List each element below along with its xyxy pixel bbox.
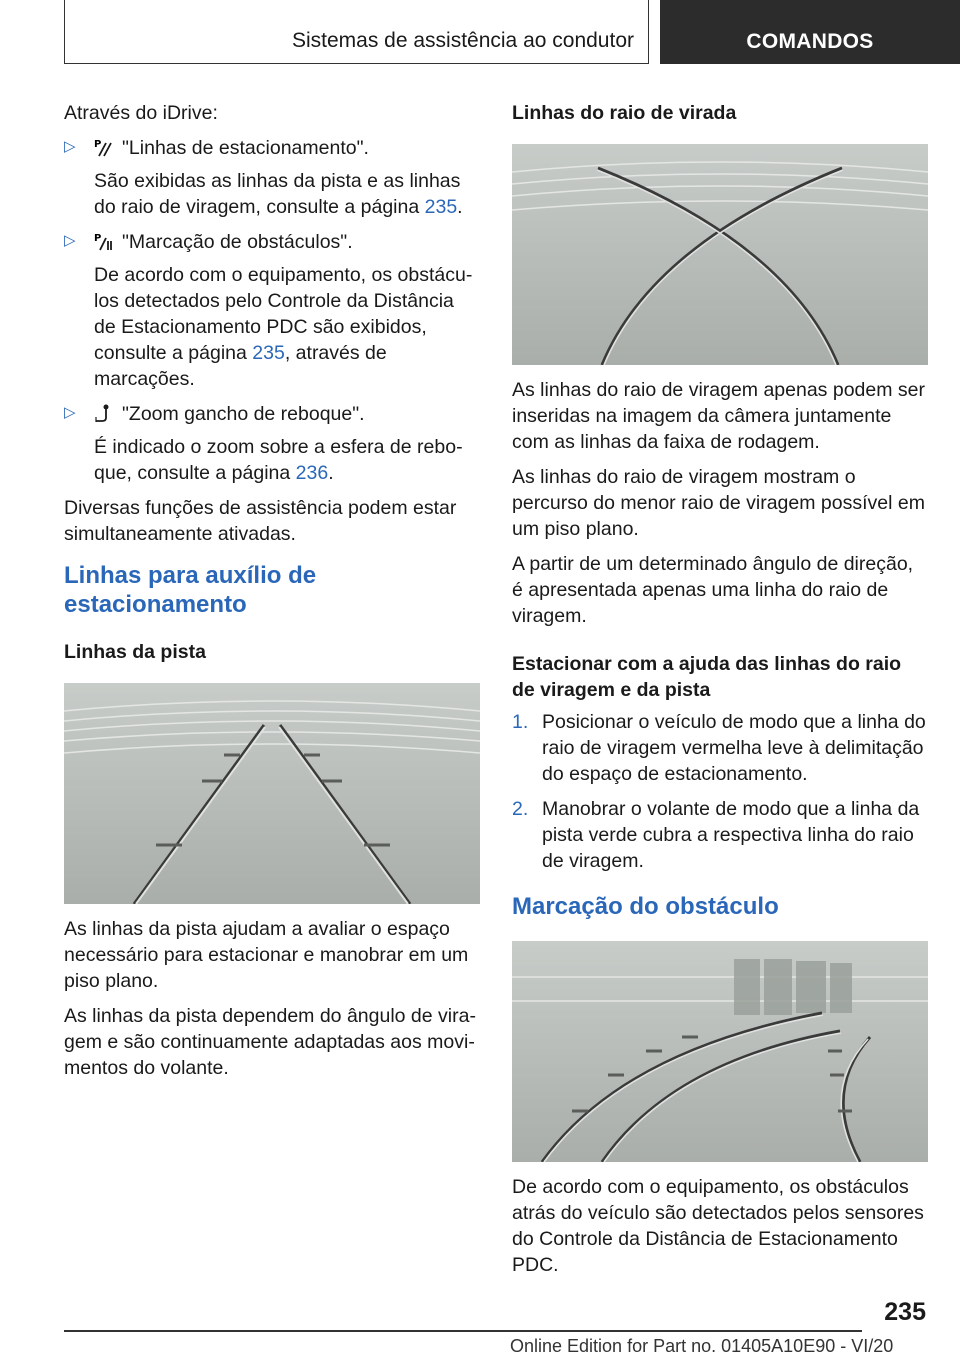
bullet-title: "Linhas de estacionamento".	[122, 137, 369, 159]
left-column	[64, 100, 478, 1090]
bullet-body: De acordo com o equipamento, os obstáculos detectados pelo Controle da Distância de Estacionamento PDC são exibidos, consulte a página 235, através de marcações.	[94, 264, 473, 390]
section-heading: Linhas para auxílio de estacionamento	[64, 562, 317, 618]
list-item	[64, 229, 478, 392]
step-number: 1.	[512, 711, 529, 733]
parking-lines-icon	[94, 137, 114, 157]
list-item	[64, 135, 478, 220]
turning-radius-lines-figure	[512, 144, 928, 365]
footer-divider	[64, 1330, 862, 1332]
bullet-title: "Marcação de obstáculos".	[122, 231, 353, 253]
bullet-body: São exibidas as linhas da pista e as linhas do raio de viragem, consulte a página 235.	[94, 170, 463, 218]
obstacle-marking-icon	[94, 231, 114, 251]
step-text: Manobrar o volante de modo que a linha da pista verde cubra a respectiva linha do raio de viragem.	[542, 798, 920, 872]
paragraph: As linhas do raio de viragem apenas podem ser inseridas na imagem da câmera juntamente com as linhas da faixa de rodagem.	[512, 379, 925, 453]
section-heading: Marcação do obstáculo	[512, 893, 779, 920]
bullet-title-line	[94, 135, 478, 161]
track-lines-figure	[64, 683, 480, 904]
subsection-heading: Linhas da pista	[64, 641, 206, 663]
triangle-bullet-icon: ▷	[64, 232, 76, 249]
paragraph: As linhas da pista ajudam a avaliar o espaço necessário para estacionar e manobrar em um piso plano.	[64, 918, 469, 992]
page-number: 235	[884, 1298, 926, 1326]
paragraph: De acordo com o equipamento, os obstáculos atrás do veículo são detectados pelos sensores do Controle da Distância de Estacionamento PDC.	[512, 1176, 924, 1276]
triangle-bullet-icon: ▷	[64, 138, 76, 155]
running-header-section: Sistemas de assistência ao condutor	[64, 0, 649, 64]
steps-list	[512, 709, 926, 874]
step-number: 2.	[512, 798, 529, 820]
running-header-chapter: COMANDOS	[660, 0, 960, 64]
triangle-bullet-icon: ▷	[64, 404, 76, 421]
bullet-title: "Zoom gancho de reboque".	[122, 403, 365, 425]
paragraph: A partir de um determinado ângulo de direção, é apresentada apenas uma linha do raio de viragem.	[512, 553, 914, 627]
list-item	[512, 796, 926, 874]
svg-text:P: P	[94, 139, 102, 150]
subsection-heading: Estacionar com a ajuda das linhas do raio de viragem e da pista	[512, 653, 902, 701]
intro-text: Através do iDrive:	[64, 102, 218, 124]
svg-text:P: P	[94, 233, 102, 244]
tow-hitch-zoom-icon	[94, 403, 114, 423]
bullet-title-line	[94, 401, 478, 427]
list-item	[64, 401, 478, 486]
subsection-heading: Linhas do raio de virada	[512, 102, 737, 124]
list-item	[512, 709, 926, 787]
paragraph: As linhas da pista dependem do ângulo de viragem e são continuamente adaptadas aos movimentos do volante.	[64, 1005, 476, 1079]
step-text: Posicionar o veículo de modo que a linha do raio de viragem vermelha leve à delimitação do espaço de estacionamento.	[542, 711, 926, 785]
edition-footer: Online Edition for Part no. 01405A10E90 - VI/20	[510, 1336, 894, 1356]
bullet-title-line	[94, 229, 478, 255]
paragraph: As linhas do raio de viragem mostram o percurso do menor raio de viragem possível em um piso plano.	[512, 466, 925, 540]
paragraph: Diversas funções de assistência podem estar simultaneamente ativadas.	[64, 497, 457, 545]
page-link[interactable]: 235	[424, 196, 458, 218]
bullet-body: É indicado o zoom sobre a esfera de reboque, consulte a página 236.	[94, 436, 463, 484]
page-link[interactable]: 235	[252, 342, 285, 364]
obstacle-marking-figure	[512, 941, 928, 1162]
page-link[interactable]: 236	[295, 462, 329, 484]
right-column	[512, 100, 926, 1287]
